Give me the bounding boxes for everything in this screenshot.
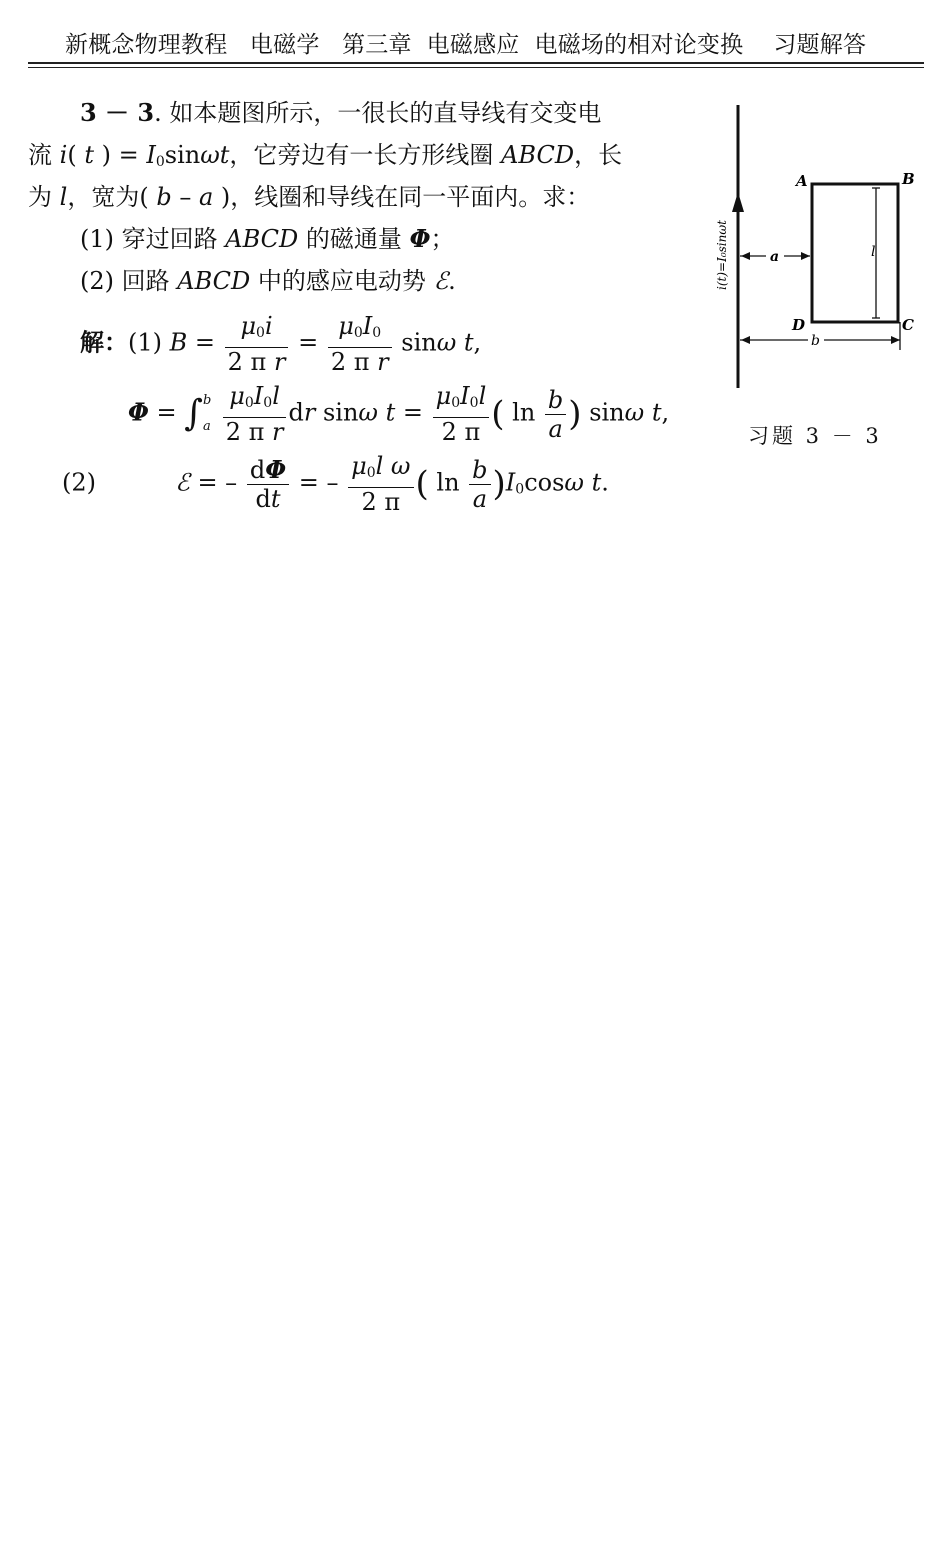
q1-text-d: Φ bbox=[409, 224, 431, 253]
fraction-emf: $\frac{\mu_0l \omega}{2 \pi}$ bbox=[348, 452, 413, 516]
label-a: a bbox=[770, 249, 780, 265]
problem-text-2d: ，长 bbox=[574, 141, 623, 169]
problem-line-3: 为 l，宽为( b – a )，线圈和导线在同一平面内。求： bbox=[28, 183, 591, 211]
fraction-mu-I0: $\frac{\mu_0I_0}{\text{2 π r}}$ bbox=[328, 312, 392, 376]
q1-text-e: ； bbox=[430, 225, 455, 253]
integral-sign: ∫ bbox=[184, 393, 204, 434]
q2-text-c: 中的感应电动势 bbox=[250, 267, 434, 295]
q1-text-c: 的磁通量 bbox=[298, 225, 410, 253]
circuit-figure bbox=[700, 100, 940, 440]
header-title: 新概念物理教程 电磁学 第三章 电磁感应 电磁场的相对论变换 习题解答 bbox=[65, 32, 867, 58]
label-l: l bbox=[871, 244, 876, 260]
current-arrow-icon bbox=[732, 192, 744, 212]
fraction-mu-i: $\frac{\mu_0i}{\text{2 π r}}$ bbox=[225, 312, 289, 376]
label-b: b bbox=[811, 333, 820, 349]
solution-line-1: 解：(1) B = $\frac{\mu_0i}{\text{2 π r}}$ = $\frac{\mu_0I_0}{\text{2 π r}}$ sinω t, bbox=[80, 312, 482, 376]
question-2 bbox=[80, 266, 456, 296]
problem-text-2b: ，它旁边有一长方形线圈 bbox=[229, 141, 502, 169]
question-1 bbox=[80, 224, 454, 254]
figure-caption: 习题 3 － 3 bbox=[748, 424, 882, 448]
label-D: D bbox=[792, 316, 806, 334]
header-rule-thick bbox=[28, 62, 924, 64]
q2-text-d: ℰ bbox=[433, 267, 449, 295]
integral-limits: b a bbox=[203, 393, 212, 434]
problem-text-2a: 流 bbox=[28, 141, 60, 169]
label-A: A bbox=[796, 172, 808, 190]
q2-text-a: (2) 回路 bbox=[80, 267, 178, 295]
current-expression: i( t ) = $I_0\sin\omega t$ bbox=[59, 141, 230, 170]
current-label: i(t)=I₀sinωt bbox=[715, 220, 729, 290]
solution-line-2: Φ = ∫ b a $\frac{\mu_0I_0l}{\text{2 π r}}$ dr sinω t = $\frac{\mu_0I_0l}{2 \pi}$ ( ln $\frac{b}{a}$ ) sinω t, bbox=[128, 382, 670, 446]
problem-text-3c: ，线圈和导线在同一平面内。求： bbox=[230, 183, 591, 211]
fraction-b-over-a: $\frac{b}{a}$ bbox=[545, 386, 566, 443]
rectangular-loop bbox=[812, 184, 898, 322]
fraction-dphi-dt: $\frac{d\Phi}{dt}$ bbox=[247, 456, 289, 513]
q1-text-a: (1) 穿过回路 bbox=[80, 225, 226, 253]
q2-text-e: . bbox=[448, 267, 456, 295]
solution-label: 解： bbox=[80, 328, 128, 357]
solution-part2-label: (2) bbox=[62, 468, 96, 497]
page-header bbox=[0, 22, 950, 58]
q1-text-b: ABCD bbox=[225, 225, 299, 253]
problem-text-2c: ABCD bbox=[501, 141, 575, 169]
problem-text-1: 如本题图所示，一很长的直导线有交变电 bbox=[169, 99, 602, 127]
problem-text-3a: 为 bbox=[28, 183, 60, 211]
problem-number: 3 － 3 bbox=[80, 98, 155, 127]
label-B: B bbox=[902, 170, 915, 188]
fraction-b-over-a-2: $\frac{b}{a}$ bbox=[469, 456, 490, 513]
problem-line-2 bbox=[28, 140, 622, 177]
problem-line-1: 3 － 3. 如本题图所示，一很长的直导线有交变电 bbox=[80, 98, 602, 127]
q2-text-b: ABCD bbox=[177, 267, 251, 295]
fraction-flux-2: $\frac{\mu_0I_0l}{2 \pi}$ bbox=[433, 382, 490, 446]
solution-part1-label: (1) bbox=[128, 328, 162, 357]
header-rule-thin bbox=[28, 67, 924, 68]
problem-text-3b: ，宽为 bbox=[67, 183, 140, 211]
solution-line-3: (2) ℰ = – $\frac{d\Phi}{dt}$ = – $\frac{\mu_0l \omega}{2 \pi}$ ( ln $\frac{b}{a}$ )$I_0\cos\omega$ t. bbox=[62, 452, 609, 516]
label-C: C bbox=[902, 316, 914, 334]
fraction-flux-1: $\frac{\mu_0I_0l}{\text{2 π r}}$ bbox=[223, 382, 287, 446]
